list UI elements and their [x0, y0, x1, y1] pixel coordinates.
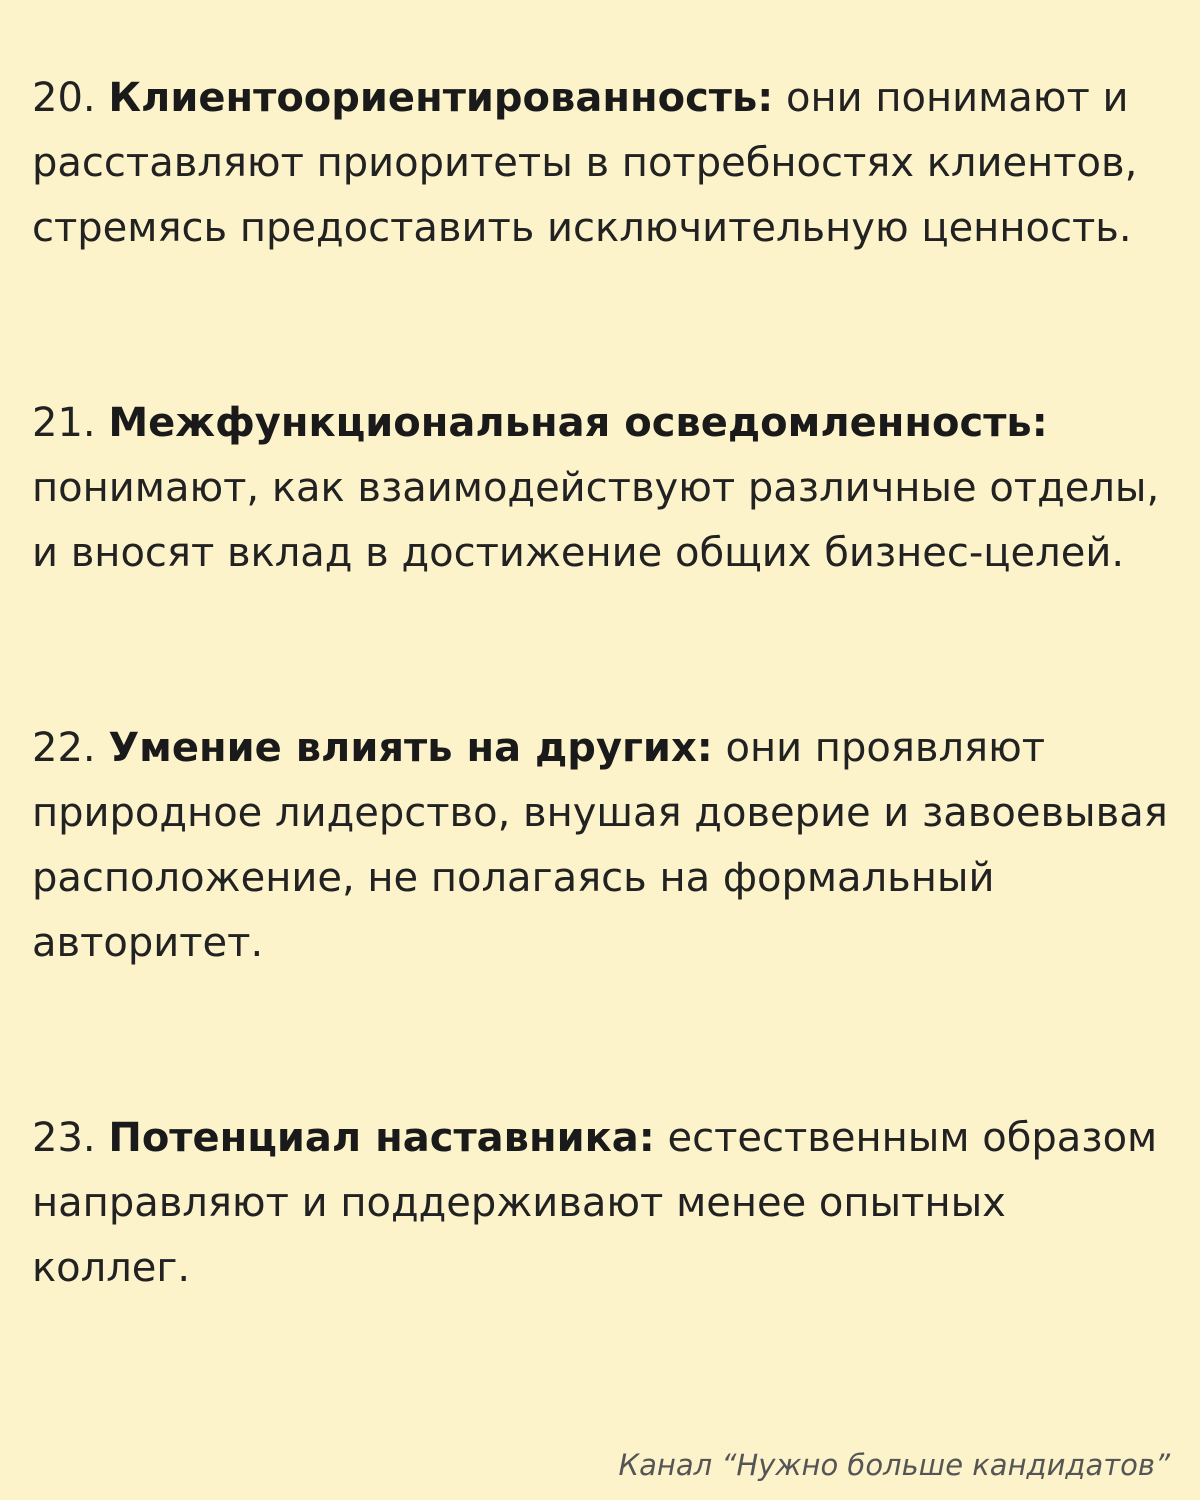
item-number: 20.: [32, 75, 96, 121]
item-term: Межфункциональная осведомленность:: [108, 400, 1048, 446]
item-term: Умение влиять на других:: [108, 725, 713, 771]
item-description: они понимают и расставляют приоритеты в потребностях клиентов, стремясь предоставить исключительную ценность.: [32, 75, 1138, 251]
list-item: [32, 1106, 1172, 1301]
item-description: они проявляют природное лидерство, внушая доверие и завоевывая расположение, не полагаясь на формальный авторитет.: [32, 725, 1168, 966]
item-term: Клиентоориентированность:: [108, 75, 774, 121]
list-item: [32, 716, 1172, 976]
item-number: 21.: [32, 400, 96, 446]
item-number: 23.: [32, 1115, 96, 1161]
list-item: [32, 66, 1172, 261]
list-item: [32, 391, 1172, 586]
item-number: 22.: [32, 725, 96, 771]
list: [32, 66, 1172, 1431]
channel-caption: Канал “Нужно больше кандидатов”: [618, 1448, 1170, 1482]
item-description: естественным образом направляют и поддерживают менее опытных коллег.: [32, 1115, 1158, 1291]
item-term: Потенциал наставника:: [108, 1115, 655, 1161]
item-description: понимают, как взаимодействуют различные отделы, и вносят вклад в достижение общих бизнес-целей.: [32, 465, 1160, 576]
